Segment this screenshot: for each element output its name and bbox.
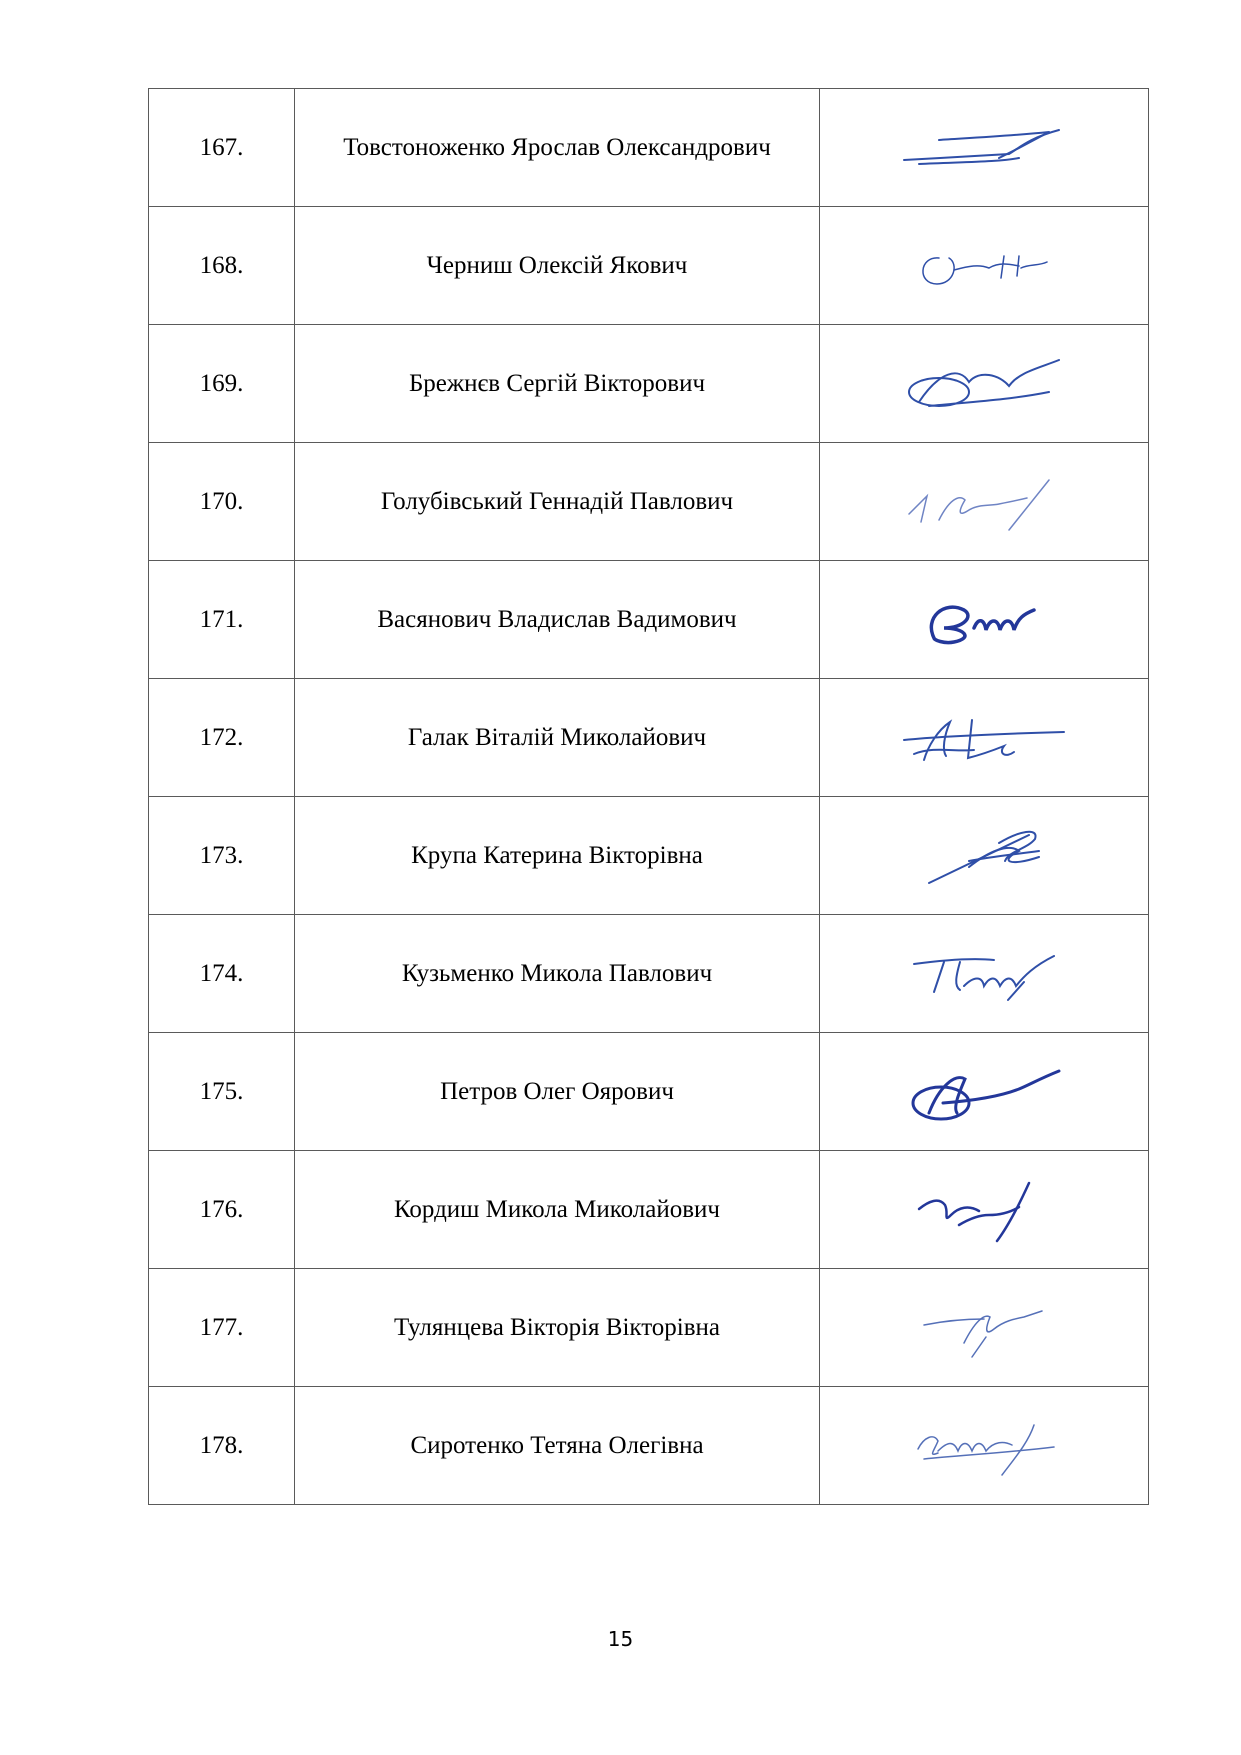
signature-image (904, 1411, 1064, 1481)
person-name: Кордиш Микола Миколайович (295, 1151, 820, 1269)
signature-cell (820, 561, 1149, 679)
row-number: 171. (149, 561, 295, 679)
person-name: Голубівський Геннадій Павлович (295, 443, 820, 561)
signature-image (909, 821, 1059, 891)
table-row (149, 1033, 1149, 1151)
person-name: Черниш Олексій Якович (295, 207, 820, 325)
table-row (149, 207, 1149, 325)
person-name: Крупа Катерина Вікторівна (295, 797, 820, 915)
table-row (149, 797, 1149, 915)
signature-image (904, 942, 1064, 1006)
row-number: 172. (149, 679, 295, 797)
row-number: 175. (149, 1033, 295, 1151)
row-number: 174. (149, 915, 295, 1033)
signature-cell (820, 443, 1149, 561)
signature-table (148, 88, 1149, 1505)
signature-cell (820, 207, 1149, 325)
signature-image (909, 236, 1059, 296)
row-number: 169. (149, 325, 295, 443)
signature-cell (820, 1033, 1149, 1151)
person-name: Брежнєв Сергій Вікторович (295, 325, 820, 443)
signature-cell (820, 325, 1149, 443)
signature-cell (820, 1269, 1149, 1387)
table-row (149, 325, 1149, 443)
signature-image (899, 470, 1069, 534)
signature-cell (820, 89, 1149, 207)
signature-image (899, 352, 1069, 416)
table-row (149, 561, 1149, 679)
table-row (149, 1151, 1149, 1269)
signature-image (914, 588, 1054, 652)
signature-cell (820, 797, 1149, 915)
signature-cell (820, 1151, 1149, 1269)
table-row (149, 443, 1149, 561)
person-name: Сиротенко Тетяна Олегівна (295, 1387, 820, 1505)
table-row (149, 1387, 1149, 1505)
signature-cell (820, 915, 1149, 1033)
person-name: Тулянцева Вікторія Вікторівна (295, 1269, 820, 1387)
person-name: Петров Олег Оярович (295, 1033, 820, 1151)
row-number: 167. (149, 89, 295, 207)
table-row (149, 915, 1149, 1033)
signature-image (894, 706, 1074, 770)
row-number: 173. (149, 797, 295, 915)
person-name: Кузьменко Микола Павлович (295, 915, 820, 1033)
row-number: 177. (149, 1269, 295, 1387)
row-number: 170. (149, 443, 295, 561)
row-number: 178. (149, 1387, 295, 1505)
signature-cell (820, 679, 1149, 797)
person-name: Галак Віталій Миколайович (295, 679, 820, 797)
person-name: Товстоноженко Ярослав Олександрович (295, 89, 820, 207)
signature-image (899, 1057, 1069, 1127)
person-name: Васянович Владислав Вадимович (295, 561, 820, 679)
signature-image (914, 1293, 1054, 1363)
row-number: 176. (149, 1151, 295, 1269)
page-number: 15 (607, 1627, 634, 1651)
table-row (149, 1269, 1149, 1387)
signature-cell (820, 1387, 1149, 1505)
signature-image (899, 118, 1069, 178)
row-number: 168. (149, 207, 295, 325)
signature-image (909, 1175, 1059, 1245)
table-row (149, 679, 1149, 797)
table-row (149, 89, 1149, 207)
